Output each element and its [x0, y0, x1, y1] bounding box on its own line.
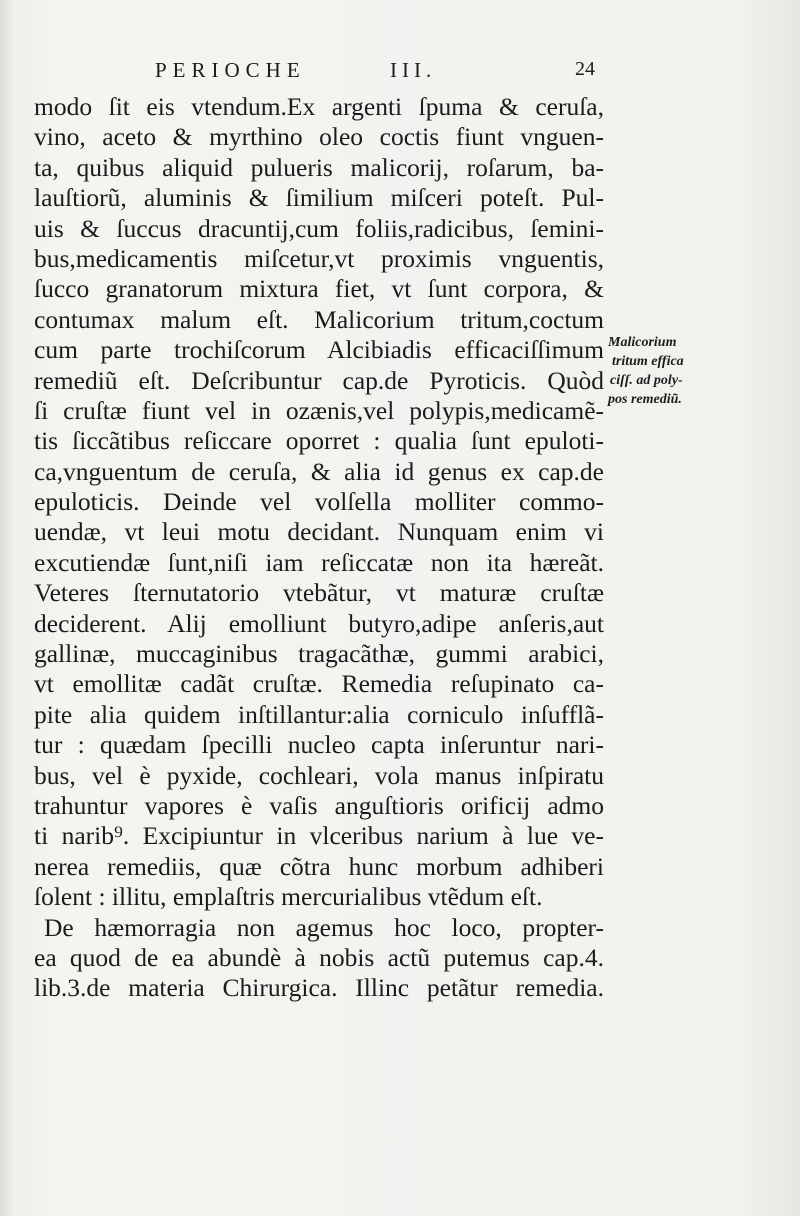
text-line: lib.3.de materia Chirurgica. Illinc petãtur remedia. [34, 973, 604, 1003]
text-line: nerea remediis, quæ cõtra hunc morbum adhiberi [34, 851, 604, 881]
text-line: tur : quædam ſpecilli nucleo capta inſeruntur nari- [34, 730, 604, 760]
text-line: De hæmorragia non agemus hoc loco, propter- [44, 912, 604, 942]
text-line: ti narib⁹. Excipiuntur in vlceribus narium à lue ve- [34, 821, 604, 851]
marginal-note [608, 333, 793, 409]
text-line: excutiendæ ſunt,niſi iam reſiccatæ non ita hæreãt. [34, 547, 604, 577]
text-line: ta, quibus aliquid pulueris malicorij, roſarum, ba- [34, 152, 604, 182]
text-line: remediũ eſt. Deſcribuntur cap.de Pyroticis. Quòd [34, 365, 604, 395]
marginal-note-line: Malicorium [608, 335, 677, 350]
text-line: gallinæ, muccaginibus tragacãthæ, gummi arabici, [34, 639, 604, 669]
text-line: pite alia quidem inſtillantur:alia corniculo inſufflã- [34, 699, 604, 729]
text-line: tis ſiccãtibus reſiccare oporret : qualia ſunt epuloti- [34, 426, 604, 456]
marginal-note-line: tritum effica [612, 354, 684, 369]
text-line: uis & ſuccus dracuntij,cum foliis,radicibus, ſemini- [34, 213, 604, 243]
text-line: ea quod de ea abundè à nobis actũ putemus cap.4. [34, 942, 604, 972]
marginal-note-line: ciſſ. ad poly- [610, 373, 683, 388]
text-line: contumax malum eſt. Malicorium tritum,coctum [34, 304, 604, 334]
text-line: bus, vel è pyxide, cochleari, vola manus inſpiratu [34, 760, 604, 790]
text-line: vino, aceto & myrthino oleo coctis fiunt vnguen- [34, 122, 604, 152]
text-line: cum parte trochiſcorum Alcibiadis efficaciſſimum [34, 335, 604, 365]
running-head-section: III. [390, 58, 437, 82]
text-line: ſucco granatorum mixtura fiet, vt ſunt corpora, & [34, 274, 604, 304]
text-line: epuloticis. Deinde vel volſella molliter commo- [34, 487, 604, 517]
running-head [155, 58, 595, 88]
text-line: bus,medicamentis miſcetur,vt proximis vnguentis, [34, 243, 604, 273]
text-line: lauſtiorũ, aluminis & ſimilium miſceri poteſt. Pul- [34, 183, 604, 213]
text-line: modo ſit eis vtendum.Ex argenti ſpuma & ceruſa, [34, 92, 604, 121]
text-line: uendæ, vt leui motu decidant. Nunquam enim vi [34, 517, 604, 547]
page-number: 24 [575, 58, 595, 80]
text-line: vt emollitæ cadãt cruſtæ. Remedia reſupinato ca- [34, 669, 604, 699]
text-line: ſolent : illitu, emplaſtris mercurialibus vtẽdum eſt. [34, 882, 543, 912]
running-head-title: PERIOCHE [155, 58, 306, 82]
text-line: trahuntur vapores è vaſis anguſtioris orificij admo [34, 790, 604, 820]
text-line: ſi cruſtæ fiunt vel in ozænis,vel polypis,medicamẽ- [34, 395, 604, 425]
text-line: Veteres ſternutatorio vtebãtur, vt maturæ cruſtæ [34, 578, 604, 608]
text-line: ca,vnguentum de ceruſa, & alia id genus ex cap.de [34, 456, 604, 486]
text-line: deciderent. Alij emolliunt butyro,adipe anſeris,aut [34, 608, 604, 638]
marginal-note-line: pos remediũ. [608, 392, 682, 407]
body-text [34, 92, 604, 1004]
